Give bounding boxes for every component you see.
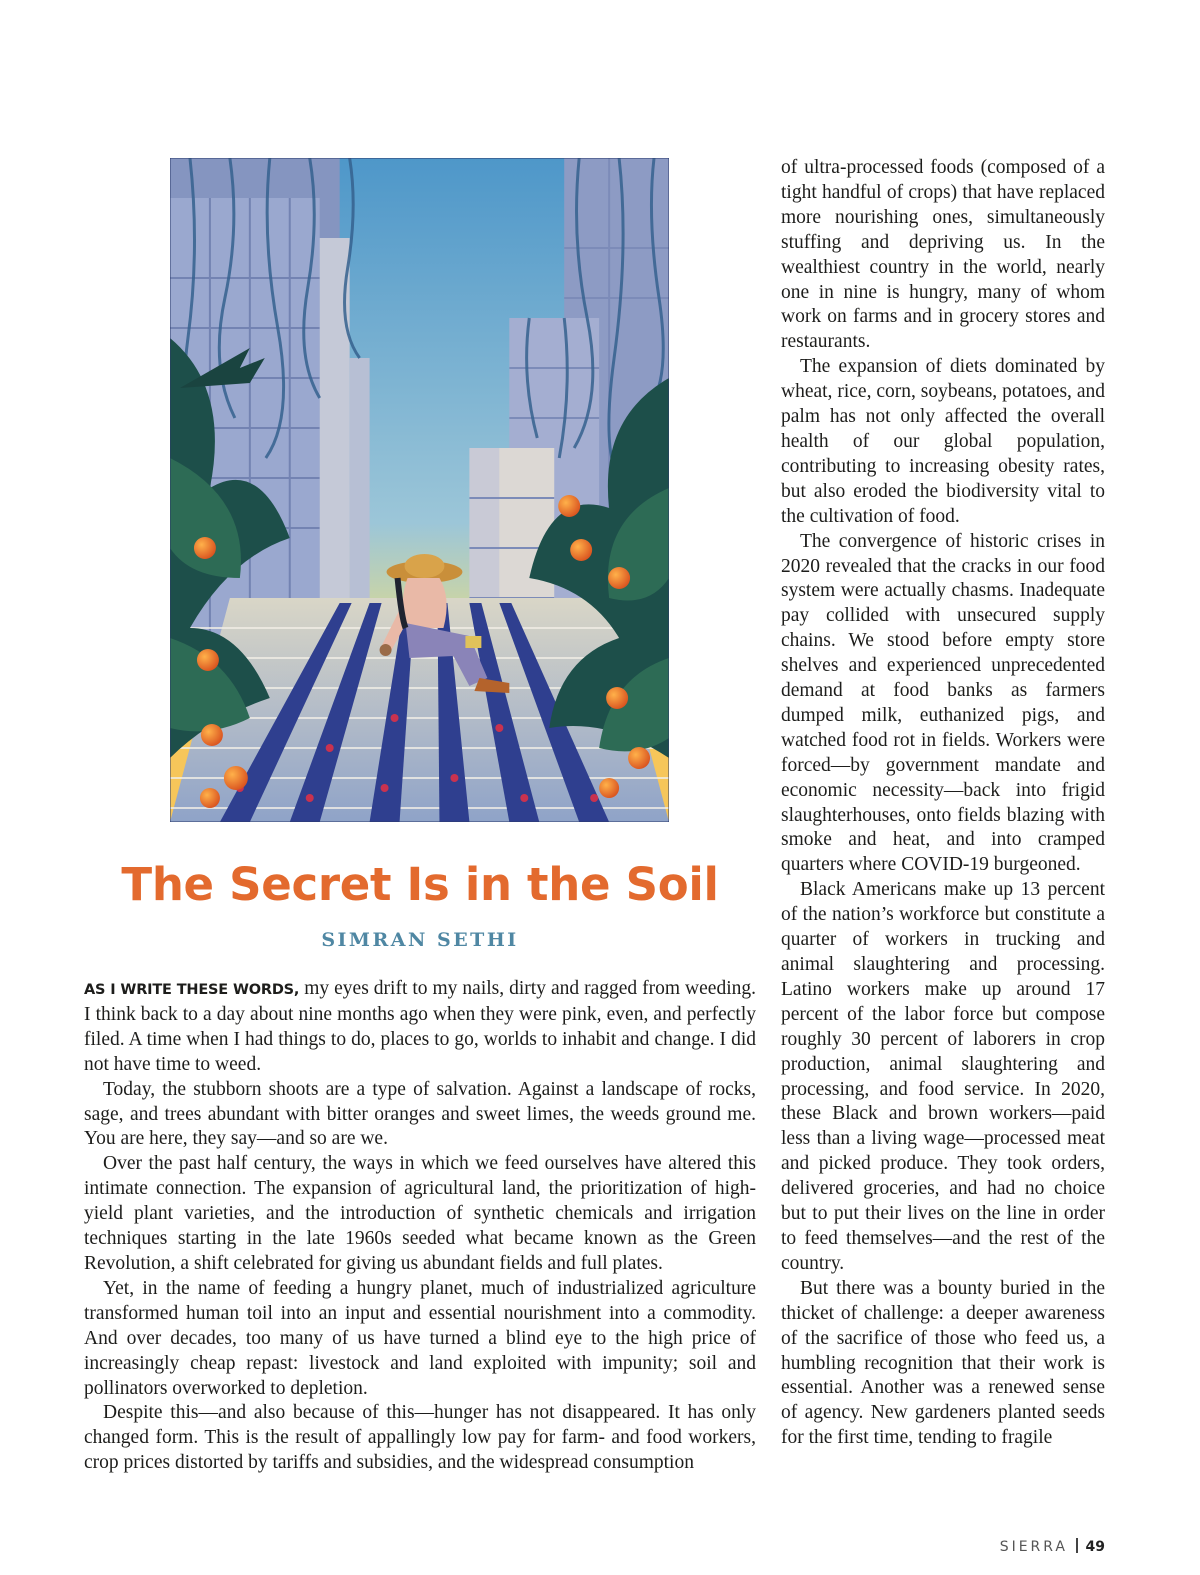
body-paragraph: Today, the stubborn shoots are a type of salvation. Against a landscape of rocks, sage, and trees abundant with bitter oranges and sweet limes, the weeds ground me. You are here, they say—and so are we. (84, 1078, 756, 1150)
body-column-right (781, 156, 1105, 1451)
article-illustration (170, 158, 669, 822)
lead-in: AS I WRITE THESE WORDS, (84, 982, 300, 998)
magazine-name: SIERRA (999, 1539, 1069, 1555)
page-number: 49 (1085, 1539, 1105, 1555)
paragraph-text: my eyes drift to my nails, dirty and ragged from weeding. I think back to a day about nine months ago when they were pink, even, and perfectly filed. A time when I had things to do, places to go, worlds to inhabit and change. I did not have time to weed. (84, 978, 756, 1075)
page-footer (1000, 1537, 1105, 1557)
footer-divider (1076, 1538, 1078, 1553)
article-title: The Secret Is in the Soil (121, 858, 719, 911)
body-paragraph: of ultra-processed foods (composed of a tight handful of crops) that have replaced more nourishing ones, simultaneously stuffing and depriving us. In the wealthiest country in the world, nearly one in nine is hungry, many of whom work on farms and in grocery stores and restaurants. (781, 157, 1105, 353)
body-paragraph: But there was a bounty buried in the thicket of challenge: a deeper awareness of the sacrifice of those who feed us, a humbling recognition that their work is essential. Another was a renewed sense of agency. New gardeners planted seeds for the first time, tending to fragile (781, 1277, 1105, 1449)
body-paragraph: The convergence of historic crises in 2020 revealed that the cracks in our food system were actually chasms. Inadequate pay collided with unsecured supply chains. We stood before empty store shelves and experienced unprecedented demand at food banks as farmers dumped milk, euthanized pigs, and watched food rot in fields. Workers were forced—by government mandate and economic necessity—back into frigid slaughterhouses, onto fields blazing with smoke and heat, and into cramped quarters where COVID-19 burgeoned. (781, 530, 1105, 876)
body-paragraph: The expansion of diets dominated by wheat, rice, corn, soybeans, potatoes, and palm has not only affected the overall health of our global population, contributing to increasing obesity rates, but also eroded the biodiversity vital to the cultivation of food. (781, 356, 1105, 527)
body-column-left (84, 977, 756, 1476)
author-byline: SIMRAN SETHI (321, 929, 519, 951)
body-paragraph: Despite this—and also because of this—hunger has not disappeared. It has only changed form. This is the result of appallingly low pay for farm- and food workers, crop prices distorted by tariffs and subsidies, and the widespread consumption (84, 1402, 756, 1474)
body-paragraph (84, 977, 756, 1078)
body-paragraph: Black Americans make up 13 percent of the nation’s workforce but constitute a quarter of workers in trucking and animal slaughtering and processing. Latino workers make up around 17 percent of the labor force but compose roughly 30 percent of laborers in crop production, animal slaughtering and processing, and food service. In 2020, these Black and brown workers—paid less than a living wage—processed meat and picked produce. They took orders, delivered groceries, and had no choice but to put their lives on the line in order to feed themselves—and the rest of the country. (781, 879, 1105, 1274)
body-paragraph: Over the past half century, the ways in which we feed ourselves have altered this intimate connection. The expansion of agricultural land, the prioritization of high-yield plant varieties, and the introduction of synthetic chemicals and irrigation techniques starting in the late 1960s seeded what became known as the Green Revolution, a shift celebrated for giving us abundant fields and full plates. (84, 1153, 756, 1274)
body-paragraph: Yet, in the name of feeding a hungry planet, much of industrialized agriculture transformed human toil into an input and essential nourishment into a commodity. And over decades, too many of us have turned a blind eye to the high price of increasingly cheap repast: livestock and land exploited with impunity; soil and pollinators overworked to depletion. (84, 1277, 756, 1399)
